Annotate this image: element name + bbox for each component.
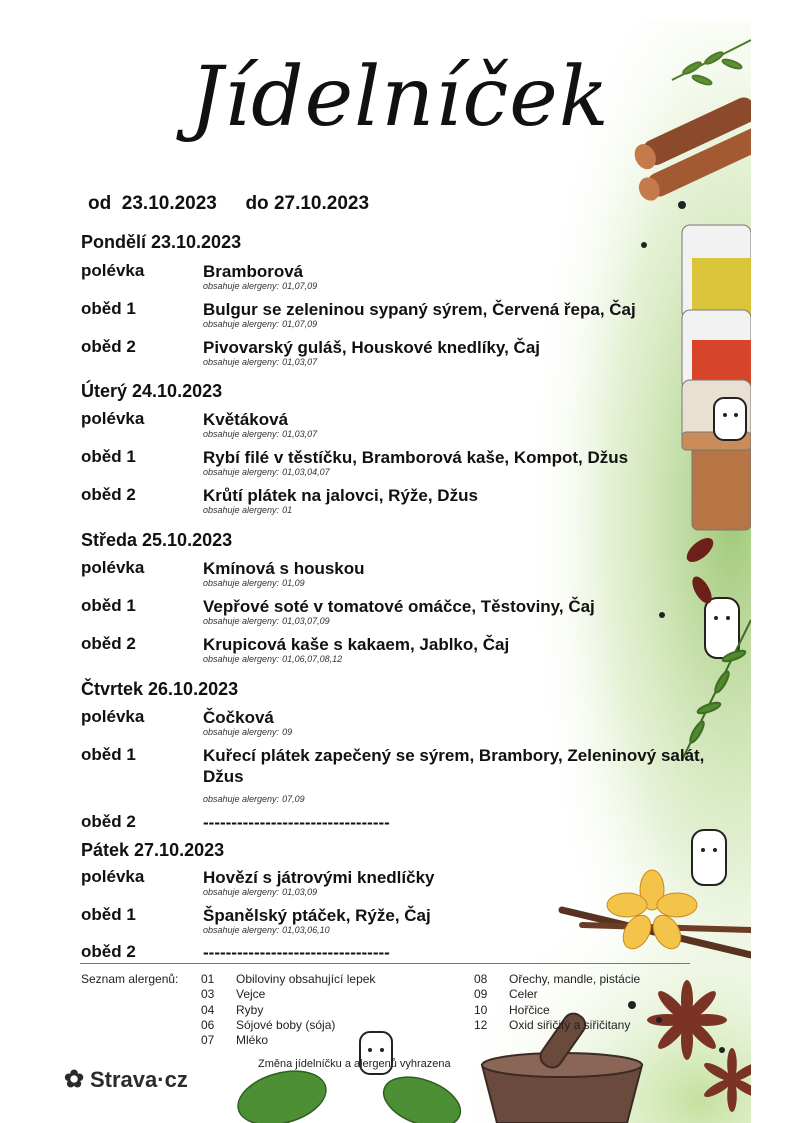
day-heading-friday: Pátek 27.10.2023: [81, 840, 225, 860]
meal-label: polévka: [81, 261, 145, 280]
allergen-line: obsahuje alergeny: 07,09: [203, 794, 305, 804]
menu-page: [42, 20, 751, 1123]
allergen-line: obsahuje alergeny: 01,09: [203, 578, 305, 588]
meal-label: polévka: [81, 409, 145, 428]
legend-item: 12 Oxid siřičitý a siřičitany: [474, 1018, 631, 1032]
divider: [80, 963, 690, 964]
legend-item: 01 Obiloviny obsahující lepek: [201, 972, 376, 986]
allergen-line: obsahuje alergeny: 01,07,09: [203, 319, 318, 329]
meal-text: Krůtí plátek na jalovci, Rýže, Džus: [203, 486, 478, 505]
change-note: Změna jídelníčku a alergenů vyhrazena: [258, 1058, 451, 1070]
legend-item: 08 Ořechy, mandle, pistácie: [474, 972, 641, 986]
legend-title: Seznam alergenů:: [81, 972, 179, 986]
meal-label: oběd 2: [81, 485, 136, 504]
from-label: od: [88, 193, 112, 214]
meal-text: Čočková: [203, 708, 274, 727]
meal-label: oběd 2: [81, 942, 136, 961]
logo-text: Strava·cz: [90, 1067, 188, 1092]
allergen-line: obsahuje alergeny: 01,03,07,09: [203, 616, 330, 626]
allergen-line: obsahuje alergeny: 09: [203, 727, 293, 737]
allergen-line: obsahuje alergeny: 01,07,09: [203, 281, 318, 291]
strava-logo[interactable]: [64, 1065, 188, 1094]
meal-label: polévka: [81, 867, 145, 886]
meal-label: oběd 1: [81, 299, 136, 318]
legend-item: 07 Mléko: [201, 1033, 269, 1047]
meal-text: Bulgur se zeleninou sypaný sýrem, Červená řepa, Čaj: [203, 300, 636, 319]
allergen-line: obsahuje alergeny: 01,03,07: [203, 357, 318, 367]
meal-label: oběd 2: [81, 337, 136, 356]
allergen-line: obsahuje alergeny: 01,03,06,10: [203, 925, 330, 935]
to-date: 27.10.2023: [273, 193, 370, 214]
legend-item: 04 Ryby: [201, 1003, 264, 1017]
date-range: [88, 193, 369, 215]
meal-label: polévka: [81, 558, 145, 577]
meal-label: oběd 2: [81, 812, 136, 831]
allergen-line: obsahuje alergeny: 01,03,07: [203, 429, 318, 439]
meal-label: oběd 2: [81, 634, 136, 653]
allergen-line: obsahuje alergeny: 01,03,04,07: [203, 467, 330, 477]
meal-text: Květáková: [203, 410, 289, 429]
meal-label: polévka: [81, 707, 145, 726]
legend-item: 03 Vejce: [201, 987, 266, 1001]
to-label: do: [245, 193, 269, 214]
day-heading-thursday: Čtvrtek 26.10.2023: [81, 679, 239, 699]
day-heading-monday: Pondělí 23.10.2023: [81, 232, 242, 252]
day-heading-tuesday: Úterý 24.10.2023: [81, 381, 223, 401]
meal-text: Vepřové soté v tomatové omáčce, Těstoviny, Čaj: [203, 597, 595, 616]
meal-label: oběd 1: [81, 905, 136, 924]
meal-label: oběd 1: [81, 596, 136, 615]
meal-text: Bramborová: [203, 262, 304, 281]
meal-text: Krupicová kaše s kakaem, Jablko, Čaj: [203, 635, 510, 654]
meal-text: Pivovarský guláš, Houskové knedlíky, Čaj: [203, 338, 541, 357]
meal-label: oběd 1: [81, 447, 136, 466]
meal-text: Kuřecí plátek zapečený se sýrem, Brambory, Zeleninový salát, Džus: [203, 746, 705, 786]
meal-text: ---------------------------------: [203, 813, 390, 832]
page-title: Jídelníček: [190, 50, 610, 145]
allergen-line: obsahuje alergeny: 01,06,07,08,12: [203, 654, 343, 664]
flower-logo-icon: ✿: [64, 1066, 85, 1093]
day-heading-wednesday: Středa 25.10.2023: [81, 530, 233, 550]
meal-text: Hovězí s játrovými knedlíčky: [203, 868, 435, 887]
meal-text: Rybí filé v těstíčku, Bramborová kaše, Kompot, Džus: [203, 448, 629, 467]
meal-text: ---------------------------------: [203, 943, 390, 962]
legend-item: 09 Celer: [474, 987, 538, 1001]
legend-item: 06 Sójové boby (sója): [201, 1018, 336, 1032]
from-date: 23.10.2023: [121, 193, 217, 214]
allergen-line: obsahuje alergeny: 01,03,09: [203, 887, 318, 897]
legend-item: 10 Hořčice: [474, 1003, 550, 1017]
allergen-line: obsahuje alergeny: 01: [203, 505, 293, 515]
meal-text: Španělský ptáček, Rýže, Čaj: [203, 906, 431, 925]
meal-text: Kmínová s houskou: [203, 559, 365, 578]
meal-label: oběd 1: [81, 745, 136, 764]
